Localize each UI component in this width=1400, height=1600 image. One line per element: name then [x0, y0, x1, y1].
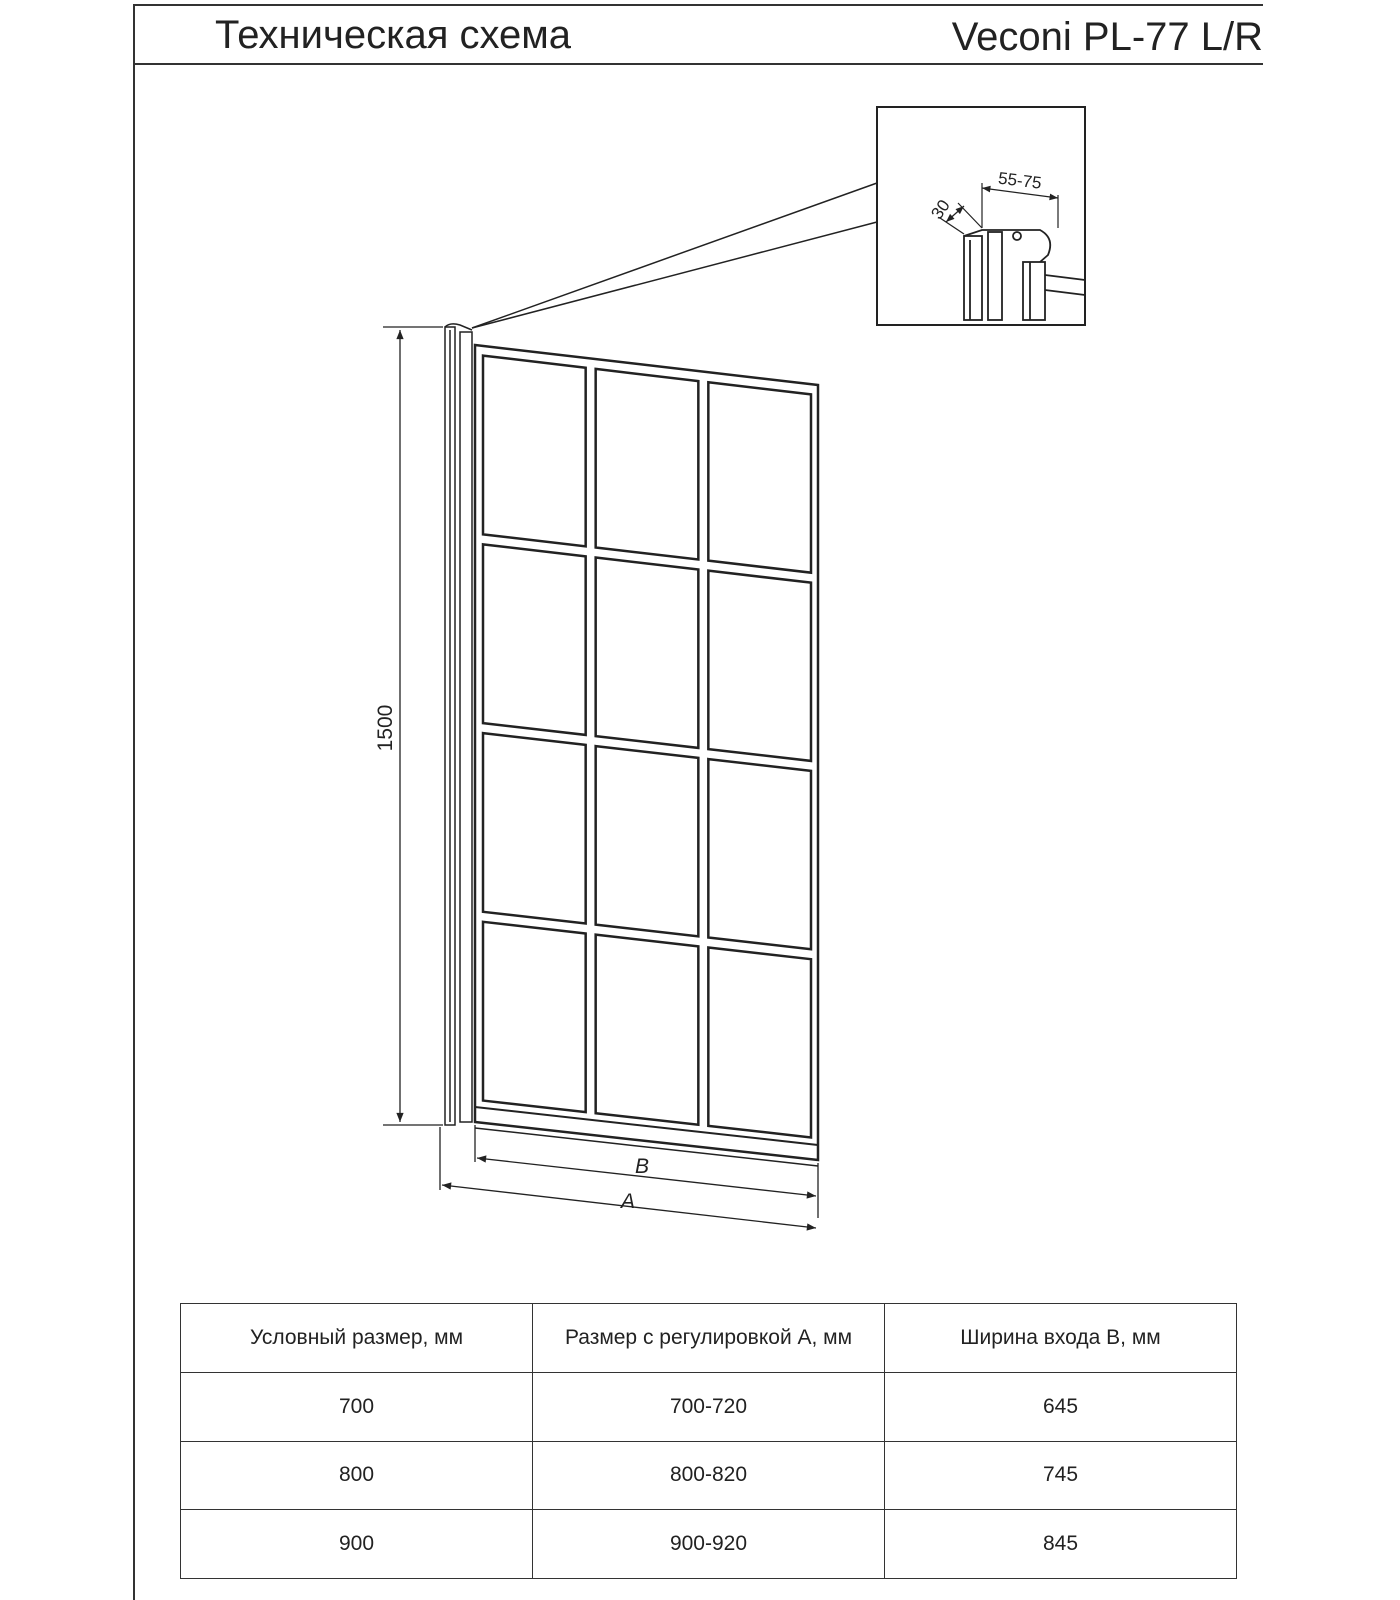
- detail-leader-lines: [472, 183, 877, 328]
- table-cell: 845: [885, 1510, 1237, 1579]
- table-cell: 700-720: [533, 1372, 885, 1441]
- model-name: Veconi PL-77 L/R: [951, 15, 1263, 59]
- table-row: [181, 1372, 1237, 1441]
- glass-grid-cell: [483, 544, 586, 735]
- glass-grid-cell: [596, 746, 699, 936]
- glass-grid-cell: [596, 558, 699, 748]
- table-row: [181, 1441, 1237, 1510]
- size-table: [180, 1303, 1237, 1579]
- glass-grid-cell: [596, 935, 699, 1125]
- glass-grid-cell: [483, 922, 586, 1112]
- page-title: Техническая схема: [215, 13, 572, 57]
- glass-grid: [483, 356, 811, 1138]
- table-cell: 900: [181, 1510, 533, 1579]
- glass-grid-cell: [708, 571, 811, 761]
- table-cell: 645: [885, 1372, 1237, 1441]
- glass-grid-cell: [708, 759, 811, 949]
- detail-dimension-depth: 30: [927, 196, 954, 223]
- glass-grid-cell: [596, 369, 699, 560]
- table-cell: 900-920: [533, 1510, 885, 1579]
- column-header: Ширина входа В, мм: [885, 1304, 1237, 1373]
- table-cell: 745: [885, 1441, 1237, 1510]
- table-cell: 800-820: [533, 1441, 885, 1510]
- height-dimension-label: 1500: [374, 704, 397, 752]
- glass-grid-cell: [483, 356, 586, 547]
- table-cell: 800: [181, 1441, 533, 1510]
- table-row: [181, 1510, 1237, 1579]
- table-cell: 700: [181, 1372, 533, 1441]
- column-header: Условный размер, мм: [181, 1304, 533, 1373]
- column-header: Размер с регулировкой А, мм: [533, 1304, 885, 1373]
- detail-dimension-width: 55-75: [997, 168, 1043, 193]
- table-header-row: [181, 1304, 1237, 1373]
- wall-profile: [445, 324, 472, 1125]
- dimension-label-a: A: [620, 1190, 636, 1213]
- glass-grid-cell: [708, 382, 811, 572]
- dimension-label-b: B: [634, 1155, 650, 1178]
- hinge-detail-view: [877, 107, 1085, 325]
- glass-grid-cell: [483, 733, 586, 923]
- glass-grid-cell: [708, 947, 811, 1137]
